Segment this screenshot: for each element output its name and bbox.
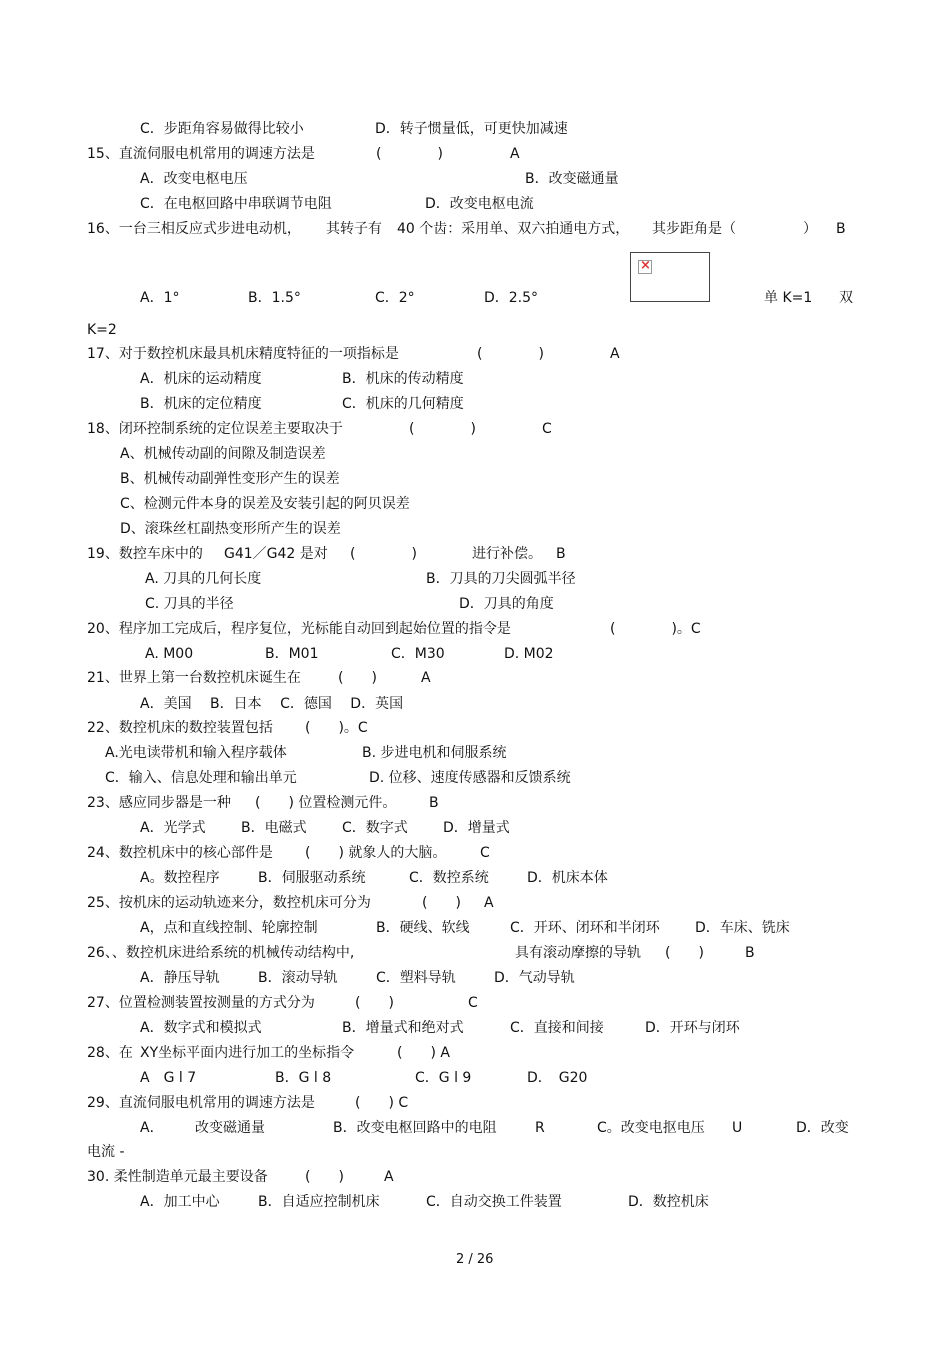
question-26-part: 具有滚动摩擦的导轨 <box>515 945 641 961</box>
answer-blank: ( ) <box>338 670 377 686</box>
option-d-continued: 电流 - <box>87 1144 125 1160</box>
answer-blank: ( ) <box>305 1169 344 1185</box>
option-b: B．机床的传动精度 <box>342 371 464 387</box>
question-19: 19、数控车床中的 <box>87 546 203 562</box>
option-a: A，点和直线控制、轮廓控制 <box>140 920 318 936</box>
option-d: D．气动导轨 <box>494 970 575 986</box>
option-b: B．自适应控制机床 <box>258 1194 380 1210</box>
option-c: C. 刀具的半径 <box>145 596 234 612</box>
question-30: 30. 柔性制造单元最主要设备 <box>87 1169 268 1185</box>
answer-key: B <box>556 546 566 562</box>
note-text: 单 K=1 <box>764 290 813 306</box>
option-d: D．机床本体 <box>527 870 608 886</box>
option-a: A．1° <box>140 290 180 306</box>
option-d: D．车床、铣床 <box>695 920 790 936</box>
answer-blank: ( ) <box>477 346 544 362</box>
option-a: A.光电读带机和输入程序载体 <box>105 745 287 761</box>
question-25: 25、按机床的运动轨迹来分，数控机床可分为 <box>87 895 371 911</box>
answer-blank: ( ) C <box>355 1095 409 1111</box>
option-c: C．数字式 <box>342 820 408 836</box>
option-c: C。改变电抠电压 <box>597 1120 705 1136</box>
question-23: 23、感应同步器是一种 <box>87 795 231 811</box>
option-b: B．机床的定位精度 <box>140 396 262 412</box>
option-b: B．改变电枢回路中的电阻 <box>333 1120 497 1136</box>
option-d: D．转子惯量低，可更快加减速 <box>375 121 568 137</box>
option-a: A G l 7 <box>140 1070 197 1086</box>
option-a-text: 改变磁通量 <box>195 1120 265 1136</box>
option-d: D. M02 <box>504 646 554 662</box>
answer-key: A <box>484 895 494 911</box>
option-d: D、滚珠丝杠副热变形所产生的误差 <box>120 521 341 537</box>
option-d: D．改变电枢电流 <box>425 196 534 212</box>
question-20: 20、程序加工完成后，程序复位，光标能自动回到起始位置的指令是 <box>87 621 511 637</box>
answer-key: C <box>480 845 490 861</box>
answer-key: A <box>510 146 520 162</box>
option-b: B．M01 <box>265 646 319 662</box>
option-a: A．加工中心 <box>140 1194 220 1210</box>
note-text: 双 <box>839 290 853 306</box>
answer-key: B <box>836 221 846 237</box>
option-d: D．数控机床 <box>628 1194 709 1210</box>
answer-blank: ( )。C <box>305 720 368 736</box>
option-c: C．数控系统 <box>409 870 489 886</box>
option-d: D. 位移、速度传感器和反馈系统 <box>369 770 571 786</box>
question-26: 26、、数控机床进给系统的机械传动结构中, <box>87 945 355 961</box>
option-c: C．输入、信息处理和输出单元 <box>105 770 297 786</box>
page-number: 2 / 26 <box>456 1252 494 1267</box>
option-b: B．硬线、软线 <box>376 920 470 936</box>
option-a: A. M00 <box>145 646 194 662</box>
option-a: A． <box>140 1120 164 1136</box>
option-b: B．改变磁通量 <box>525 171 619 187</box>
option-c: C．直接和间接 <box>510 1020 604 1036</box>
option-c: C．机床的几何精度 <box>342 396 464 412</box>
option-d: D．改变 <box>796 1120 849 1136</box>
option-a: A．改变电枢电压 <box>140 171 248 187</box>
question-18: 18、闭环控制系统的定位误差主要取决于 <box>87 421 343 437</box>
option-b: B．滚动导轨 <box>258 970 338 986</box>
option-d: D． G20 <box>527 1070 588 1086</box>
question-16-part: 其转子有 <box>326 221 382 237</box>
option-a: A．数字式和模拟式 <box>140 1020 262 1036</box>
question-17: 17、对于数控机床最具机床精度特征的一项指标是 <box>87 346 399 362</box>
answer-blank: ( ) <box>422 895 461 911</box>
option-a: A。数控程序 <box>140 870 220 886</box>
question-21: 21、世界上第一台数控机床诞生在 <box>87 670 301 686</box>
option-b: B、机械传动副弹性变形产生的误差 <box>120 471 340 487</box>
broken-image-placeholder <box>630 252 710 302</box>
option-b-symbol: R <box>535 1120 545 1136</box>
answer-blank: ( ) <box>409 421 476 437</box>
option-c: C、检测元件本身的误差及安装引起的阿贝误差 <box>120 496 410 512</box>
option-c: C．自动交换工件装置 <box>426 1194 562 1210</box>
option-b: B．伺服驱动系统 <box>258 870 366 886</box>
question-19-part: G41／G42 是对 <box>224 546 328 562</box>
option-b: B．刀具的刀尖圆弧半径 <box>426 571 576 587</box>
question-24: 24、数控机床中的核心部件是 <box>87 845 273 861</box>
option-b: B．1.5° <box>248 290 301 306</box>
option-c: C．2° <box>375 290 415 306</box>
answer-key: C <box>468 995 478 1011</box>
note-text: K=2 <box>87 322 117 338</box>
question-15: 15、直流伺服电机常用的调速方法是 <box>87 146 315 162</box>
question-28: 28、在 <box>87 1045 133 1061</box>
option-b: B．电磁式 <box>241 820 307 836</box>
option-c: C．塑料导轨 <box>376 970 456 986</box>
question-28-part: XY坐标平面内进行加工的坐标指令 <box>140 1045 355 1061</box>
answer-blank: ( ) 位置检测元件。 <box>255 795 397 811</box>
option-d: D．增量式 <box>443 820 510 836</box>
option-c: C．G l 9 <box>415 1070 472 1086</box>
option-a: A、机械传动副的间隙及制造误差 <box>120 446 326 462</box>
broken-image-icon <box>638 260 652 274</box>
question-27: 27、位置检测装置按测量的方式分为 <box>87 995 315 1011</box>
option-b: B．G l 8 <box>275 1070 332 1086</box>
answer-blank: ( ) 就象人的大脑。 <box>305 845 447 861</box>
option-b: B. 步进电机和伺服系统 <box>362 745 507 761</box>
option-d: D．开环与闭环 <box>645 1020 740 1036</box>
option-d: D．2.5° <box>484 290 539 306</box>
question-19-part: 进行补偿。 <box>472 546 542 562</box>
answer-blank: ( )。C <box>610 621 701 637</box>
answer-key: A <box>610 346 620 362</box>
option-a: A. 刀具的几何长度 <box>145 571 262 587</box>
option-c: C．开环、闭环和半闭环 <box>510 920 660 936</box>
answer-blank: ( ) <box>376 146 443 162</box>
answer-key: B <box>429 795 439 811</box>
question-16-part: 其步距角是（ <box>652 221 736 237</box>
option-c: C．在电枢回路中串联调节电阻 <box>140 196 332 212</box>
option-a: A．光学式 <box>140 820 206 836</box>
option-c-symbol: U <box>732 1120 743 1136</box>
option-a: A．机床的运动精度 <box>140 371 262 387</box>
question-16-part: 40 个齿：采用单、双六拍通电方式， <box>397 221 630 237</box>
answer-key: B <box>745 945 755 961</box>
option-d: D．刀具的角度 <box>459 596 554 612</box>
option-a: A．静压导轨 <box>140 970 220 986</box>
option-b: B．增量式和绝对式 <box>342 1020 464 1036</box>
question-16: 16、一台三相反应式步进电动机， <box>87 221 301 237</box>
option-c: C．M30 <box>391 646 445 662</box>
answer-key: A <box>421 670 431 686</box>
answer-blank: ( ) A <box>397 1045 450 1061</box>
option-c: C．步距角容易做得比较小 <box>140 121 304 137</box>
question-22: 22、数控机床的数控装置包括 <box>87 720 273 736</box>
answer-key: A <box>384 1169 394 1185</box>
options: A．美国 B．日本 C．德国 D．英国 <box>140 696 404 712</box>
question-29: 29、直流伺服电机常用的调速方法是 <box>87 1095 315 1111</box>
answer-blank: ( ) <box>665 945 704 961</box>
answer-blank: ( ) <box>350 546 417 562</box>
answer-blank-end: ） <box>803 221 817 237</box>
answer-key: C <box>542 421 552 437</box>
answer-blank: ( ) <box>355 995 394 1011</box>
